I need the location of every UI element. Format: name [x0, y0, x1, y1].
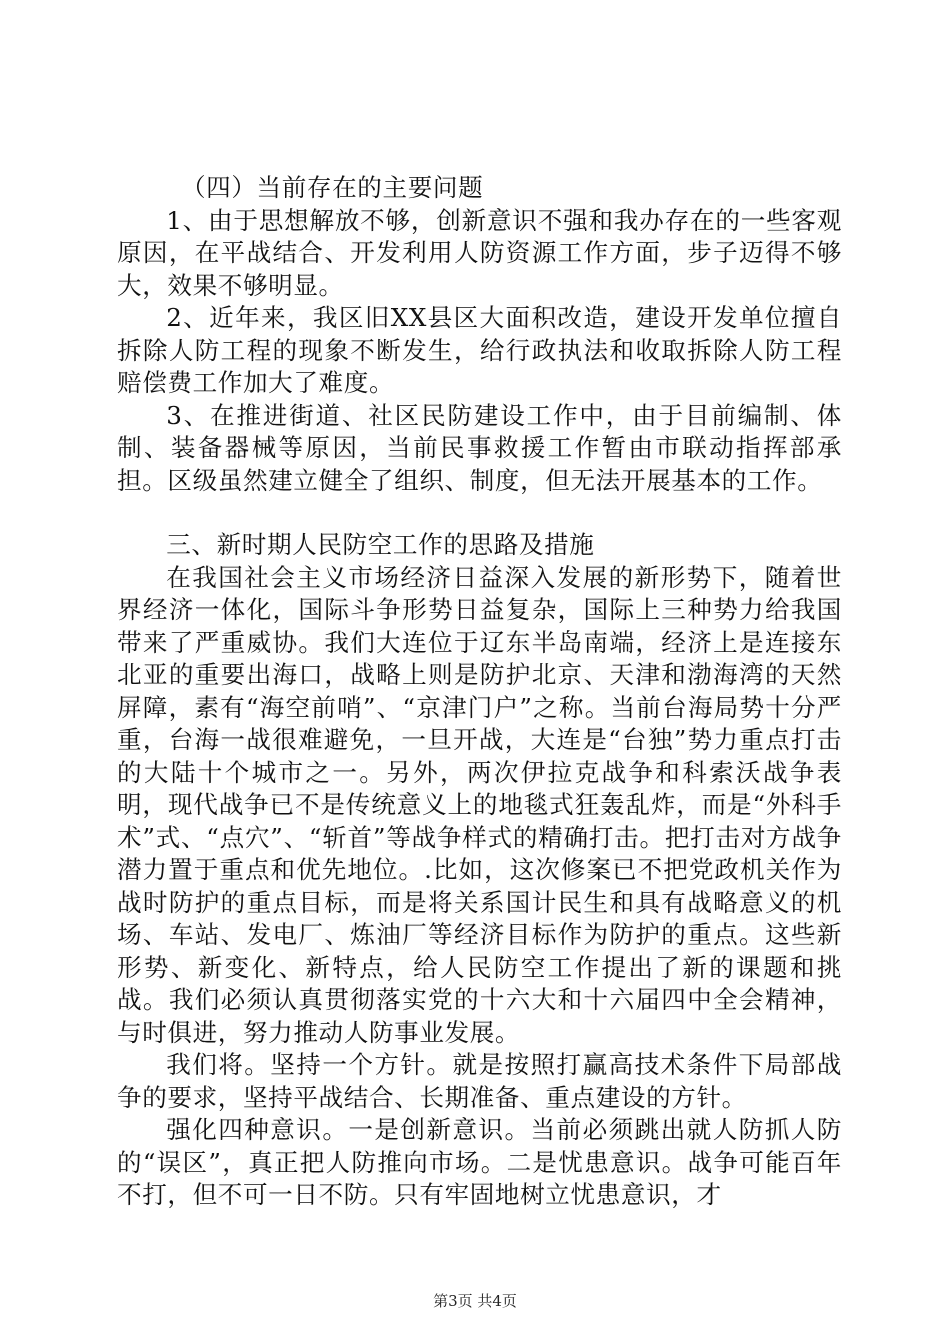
paragraph-one-policy: 我们将。坚持一个方针。就是按照打赢高技术条件下局部战争的要求，坚持平战结合、长期准备、重点建设的方针。 — [117, 1050, 842, 1112]
paragraph-four-awareness: 强化四种意识。一是创新意识。当前必须跳出就人防抓人防的“误区”，真正把人防推向市场。二是忧患意识。战争可能百年不打，但不可一日不防。只有牢固地树立忧患意识，才 — [117, 1115, 842, 1209]
document-body — [117, 172, 842, 1212]
paragraph-new-situation: 在我国社会主义市场经济日益深入发展的新形势下，随着世界经济一体化，国际斗争形势日益复杂，国际上三种势力给我国带来了严重威协。我们大连位于辽东半岛南端，经济上是连接东北亚的重要出海口，战略上则是防护北京、天津和渤海湾的天然屏障，素有“海空前哨”、“京津门户”之称。当前台海局势十分严重，台海一战很难避免，一旦开战，大连是“台独”势力重点打击的大陆十个城市之一。另外，两次伊拉克战争和科索沃战争表明，现代战争已不是传统意义上的地毯式狂轰乱炸，而是“外科手术”式、“点穴”、“斩首”等战争样式的精确打击。把打击对方战争潜力置于重点和优先地位。.比如，这次修案已不把党政机关作为战时防护的重点目标，而是将关系国计民生和具有战略意义的机场、车站、发电厂、炼油厂等经济目标作为防护的重点。这些新形势、新变化、新特点，给人民防空工作提出了新的课题和挑战。我们必须认真贯彻落实党的十六大和十六届四中全会精神，与时俱进，努力推动人防事业发展。 — [117, 562, 842, 1047]
paragraph-problem-3: 3、在推进街道、社区民防建设工作中，由于目前编制、体制、装备器械等原因，当前民事救援工作暂由市联动指挥部承担。区级虽然建立健全了组织、制度，但无法开展基本的工作。 — [117, 400, 842, 495]
page-number-footer: 第3页 共4页 — [433, 1292, 517, 1310]
paragraph-problem-2: 2、近年来，我区旧XX县区大面积改造，建设开发单位擅自拆除人防工程的现象不断发生，给行政执法和收取拆除人防工程赔偿费工作加大了难度。 — [117, 303, 842, 397]
paragraph-problem-1: 1、由于思想解放不够，创新意识不强和我办存在的一些客观原因，在平战结合、开发利用人防资源工作方面，步子迈得不够大，效果不够明显。 — [117, 205, 842, 300]
section-heading-current-problems: （四）当前存在的主要问题 — [180, 173, 484, 202]
section-heading-new-era-ideas: 三、新时期人民防空工作的思路及措施 — [166, 530, 595, 559]
